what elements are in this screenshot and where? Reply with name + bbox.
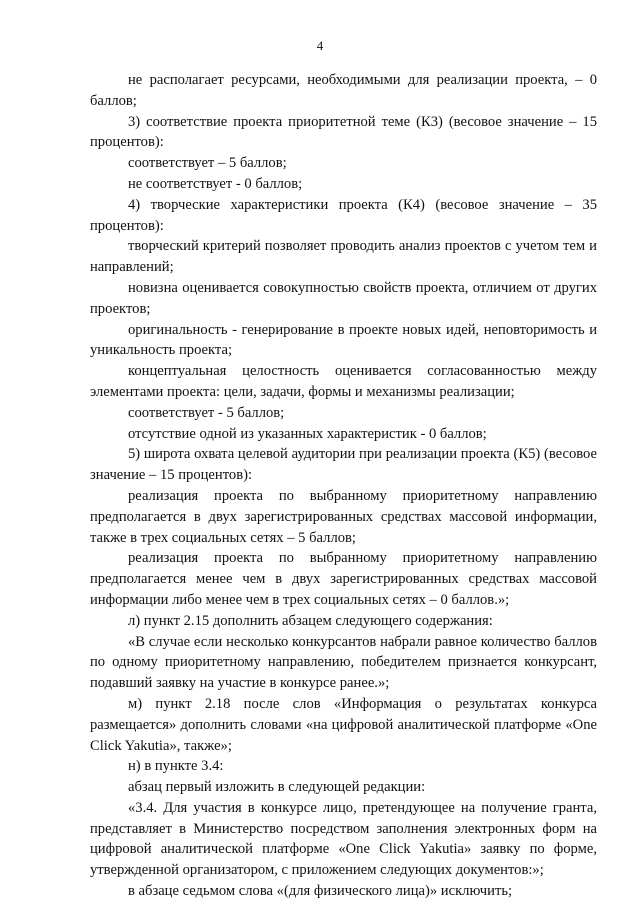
paragraph: реализация проекта по выбранному приоритетному направлению предполагается менее чем в двух зарегистрированных средствах массовой информации либо менее чем в трех социальных сетях – 0 баллов.»; (90, 550, 597, 608)
paragraph: л) пункт 2.15 дополнить абзацем следующего содержания: (128, 612, 493, 629)
paragraph: 3) соответствие проекта приоритетной теме (К3) (весовое значение – 15 процентов): (90, 113, 597, 151)
paragraph: «В случае если несколько конкурсантов набрали равное количество баллов по одному приоритетному направлению, победителем признается конкурсант, подавший заявку на участие в конкурсе ранее.»; (90, 633, 597, 692)
paragraph: соответствует – 5 баллов; (128, 155, 287, 172)
paragraph: 4) творческие характеристики проекта (К4) (весовое значение – 35 процентов): (90, 196, 597, 234)
paragraph: реализация проекта по выбранному приоритетному направлению предполагается в двух зарегистрированных средствах массовой информации, также в трех социальных сетях – 5 баллов; (90, 487, 597, 546)
paragraph: концептуальная целостность оценивается согласованностью между элементами проекта: цели, задачи, формы и механизмы реализации; (90, 363, 597, 400)
paragraph: соответствует - 5 баллов; (128, 404, 285, 421)
paragraph: не соответствует - 0 баллов; (128, 175, 303, 192)
paragraph: 5) широта охвата целевой аудитории при реализации проекта (К5) (весовое значение – 15 процентов): (90, 446, 597, 484)
paragraph: оригинальность - генерирование в проекте новых идей, неповторимость и уникальность проекта; (90, 321, 597, 359)
paragraph: «3.4. Для участия в конкурсе лицо, претендующее на получение гранта, представляет в Министерство посредством заполнения электронных форм на цифровой аналитической платформе «One Click Yakutia» заявку по форме, утвержденной организатором, с приложением следующих документов:»; (90, 799, 597, 879)
page-number: 4 (316, 38, 324, 53)
document-body (90, 70, 597, 902)
paragraph: отсутствие одной из указанных характеристик - 0 баллов; (128, 425, 487, 442)
paragraph: абзац первый изложить в следующей редакции: (128, 779, 426, 796)
paragraph: новизна оценивается совокупностью свойств проекта, отличием от других проектов; (90, 279, 597, 317)
paragraph: м) пункт 2.18 после слов «Информация о результатах конкурса размещается» дополнить словами «на цифровой аналитической платформе «One Click Yakutia», также»; (90, 695, 597, 754)
paragraph: н) в пункте 3.4: (128, 758, 224, 775)
paragraph: в абзаце седьмом слова «(для физического лица)» исключить; (128, 883, 513, 900)
paragraph: творческий критерий позволяет проводить анализ проектов с учетом тем и направлений; (90, 238, 597, 276)
paragraph: не располагает ресурсами, необходимыми для реализации проекта, – 0 баллов; (90, 72, 597, 109)
